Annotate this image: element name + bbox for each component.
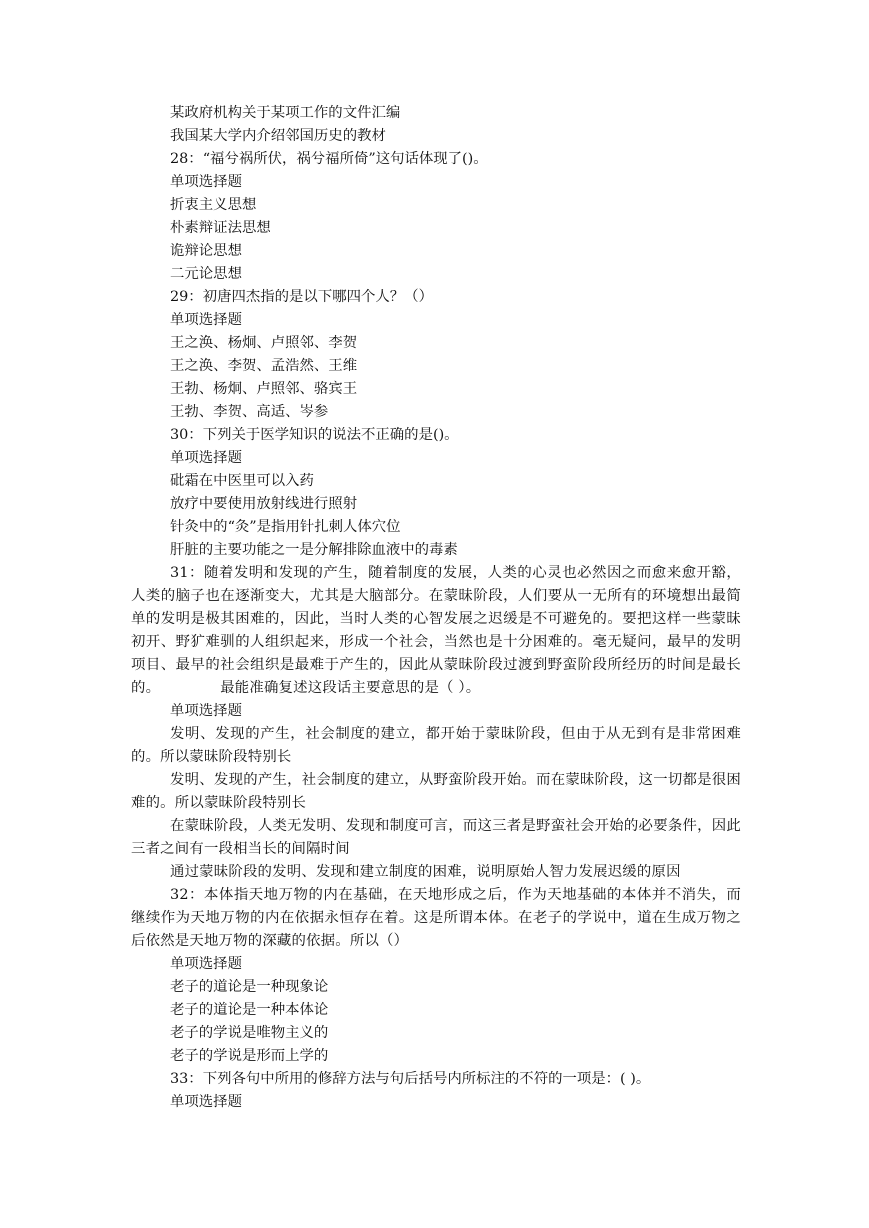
option-line: 王勃、李贺、高适、岑参 [170,404,329,420]
option-line: 朴素辩证法思想 [170,220,271,236]
question-type-label: 单项选择题 [170,956,242,972]
option-line: 老子的学说是形而上学的 [170,1048,329,1064]
option-line: 针灸中的“灸”是指用针扎刺人体穴位 [170,519,401,535]
question-stem-32: 32：本体指天地万物的内在基础，在天地形成之后，作为天地基础的本体并不消失，而继续作为天地万物的内在依据永恒存在着。这是所谓本体。在老子的学说中，道在生成万物之后依然是天地万物的深藏的依据。所以（） [131,887,741,949]
option-line: 放疗中要使用放射线进行照射 [170,496,358,512]
option-line: 某政府机构关于某项工作的文件汇编 [170,105,401,121]
option-line: 王之涣、李贺、孟浩然、王维 [170,358,358,374]
option-line: 肝脏的主要功能之一是分解排除血液中的毒素 [170,542,458,558]
question-type-label: 单项选择题 [170,174,242,190]
option-line: 二元论思想 [170,266,242,282]
question-stem-31 [131,562,741,700]
option-line: 老子的道论是一种现象论 [170,979,329,995]
option-line: 老子的道论是一种本体论 [170,1002,329,1018]
question-type-label: 单项选择题 [170,312,242,328]
question-stem-33: 33：下列各句中所用的修辞方法与句后括号内所标注的不符的一项是：( )。 [170,1071,651,1087]
option-paragraph: 通过蒙昧阶段的发明、发现和建立制度的困难，说明原始人智力发展迟缓的原因 [170,864,681,880]
question-prompt: 最能准确复述这段话主要意思的是（ ）。 [220,680,481,696]
option-line: 老子的学说是唯物主义的 [170,1025,329,1041]
question-type-label: 单项选择题 [170,703,242,719]
question-passage: 31：随着发明和发现的产生，随着制度的发展，人类的心灵也必然因之而愈来愈开豁，人类的脑子也在逐渐变大，尤其是大脑部分。在蒙昧阶段，人们要从一无所有的环境想出最简单的发明是极其困难的，因此，当时人类的心智发展之迟缓是不可避免的。要把这样一些蒙昧初开、野犷难驯的人组织起来，形成一个社会，当然也是十分困难的。毫无疑问，最早的发明项目、最早的社会组织是最难于产生的，因此从蒙昧阶段过渡到野蛮阶段所经历的时间是最长的。 [131,565,741,696]
option-paragraph: 发明、发现的产生，社会制度的建立，从野蛮阶段开始。而在蒙昧阶段，这一切都是很困难的。所以蒙昧阶段特别长 [131,772,741,811]
document-body [131,102,741,1114]
option-line: 折衷主义思想 [170,197,257,213]
option-line: 砒霜在中医里可以入药 [170,473,314,489]
option-line: 我国某大学内介绍邻国历史的教材 [170,128,386,144]
question-stem-29: 29：初唐四杰指的是以下哪四个人？（） [170,289,433,305]
option-line: 王勃、杨炯、卢照邻、骆宾王 [170,381,358,397]
option-paragraph: 发明、发现的产生，社会制度的建立，都开始于蒙昧阶段，但由于从无到有是非常困难的。所以蒙昧阶段特别长 [131,726,741,765]
option-paragraph: 在蒙昧阶段，人类无发明、发现和制度可言，而这三者是野蛮社会开始的必要条件，因此三者之间有一段相当长的间隔时间 [131,818,741,857]
question-stem-28: 28：“福兮祸所伏，祸兮福所倚”这句话体现了()。 [170,151,488,167]
option-line: 诡辩论思想 [170,243,242,259]
question-type-label: 单项选择题 [170,450,242,466]
option-line: 王之涣、杨炯、卢照邻、李贺 [170,335,358,351]
question-stem-30: 30：下列关于医学知识的说法不正确的是()。 [170,427,459,443]
question-type-label: 单项选择题 [170,1094,242,1110]
